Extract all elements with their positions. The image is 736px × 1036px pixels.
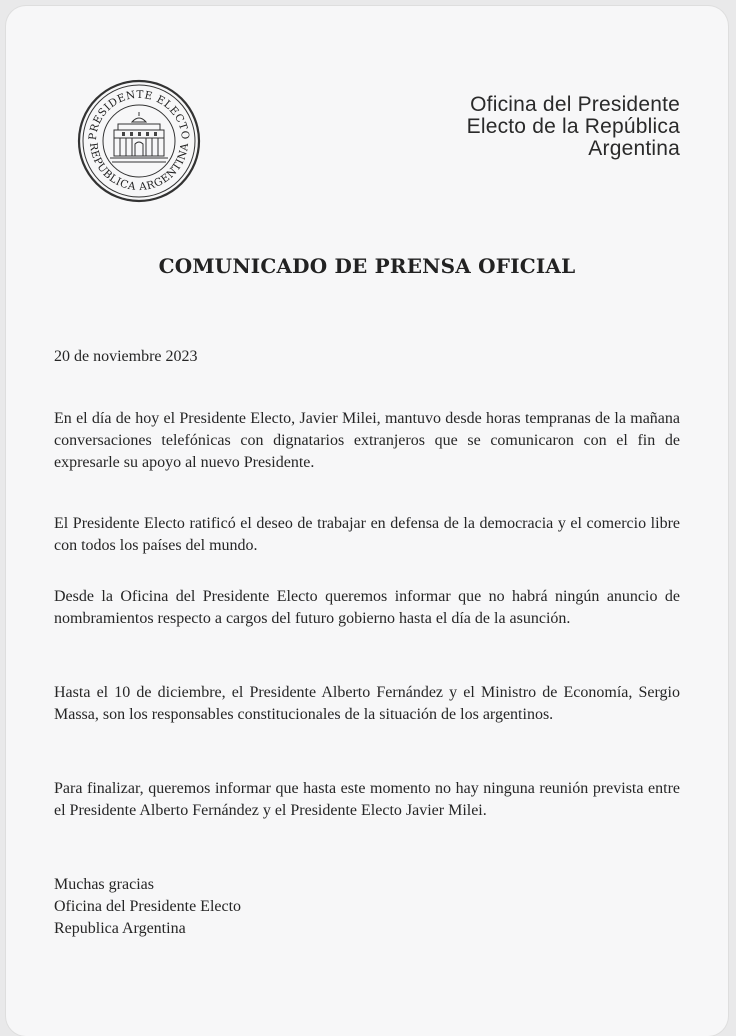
presidential-seal-icon [76, 78, 202, 204]
press-release-title: COMUNICADO DE PRENSA OFICIAL [158, 254, 576, 278]
paragraph-2: El Presidente Electo ratificó el deseo de trabajar en defensa de la democracia y el comercio libre con todos los países del mundo. [54, 515, 680, 554]
seal-bottom-text: REPUBLICA ARGENTINA [86, 141, 192, 194]
svg-text:REPUBLICA ARGENTINA [87, 142, 191, 193]
paragraph-1: En el día de hoy el Presidente Electo, Javier Milei, mantuvo desde horas tempranas de la mañana conversaciones telefónicas con dignatarios extranjeros que se comunicaron con el fin de expresarle su apoyo al nuevo Presidente. [54, 410, 680, 471]
office-header [467, 94, 680, 160]
office-line-1: Oficina del Presidente [470, 93, 680, 116]
closing-signature [54, 874, 680, 940]
closing-line-2: Oficina del Presidente Electo [54, 898, 242, 915]
seal-top-text: PRESIDENTE ELECTO [86, 88, 192, 141]
office-line-2: Electo de la República [466, 115, 680, 138]
closing-line-1: Muchas gracias [54, 876, 154, 893]
paragraph-4: Hasta el 10 de diciembre, el Presidente Alberto Fernández y el Ministro de Economía, Sergio Massa, son los responsables constitucionales de la situación de los argentinos. [54, 684, 680, 723]
document-page [6, 6, 728, 1036]
release-date: 20 de noviembre 2023 [54, 348, 198, 365]
closing-line-3: Republica Argentina [54, 920, 186, 937]
paragraph-5: Para finalizar, queremos informar que hasta este momento no hay ninguna reunión prevista entre el Presidente Alberto Fernández y el Presidente Electo Javier Milei. [54, 780, 680, 819]
paragraph-3: Desde la Oficina del Presidente Electo queremos informar que no habrá ningún anuncio de nombramientos respecto a cargos del futuro gobierno hasta el día de la asunción. [54, 588, 680, 627]
office-line-3: Argentina [588, 137, 680, 160]
